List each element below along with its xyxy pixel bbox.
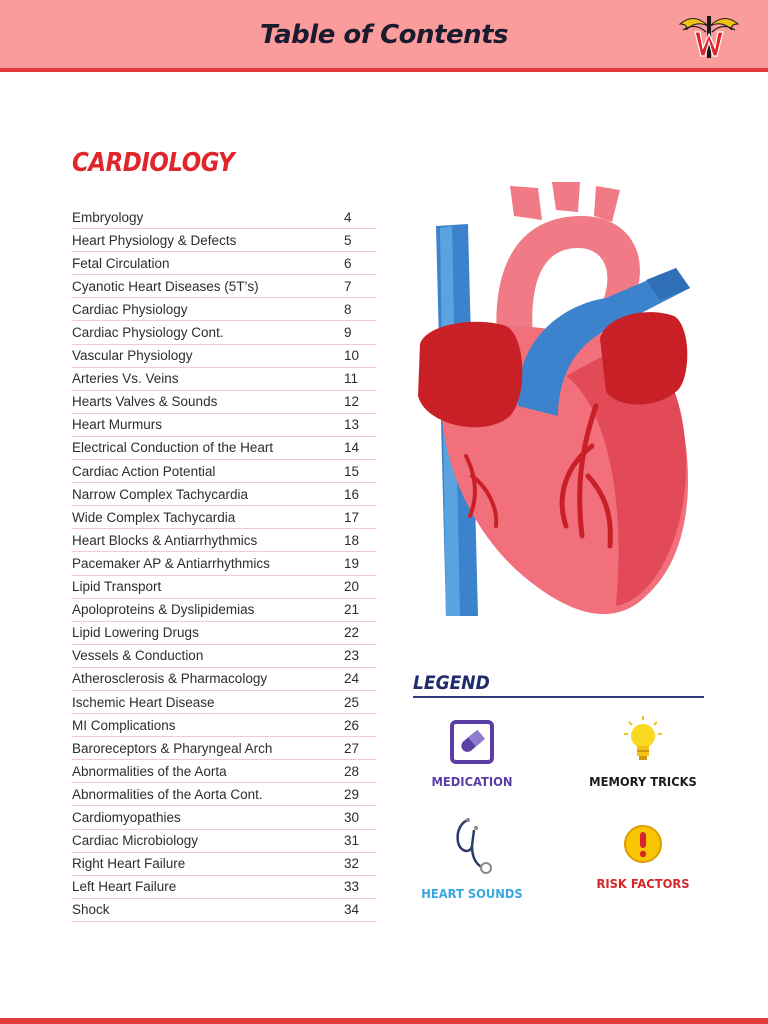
toc-page-number: 12: [344, 394, 360, 410]
toc-page-number: 21: [344, 602, 360, 618]
toc-page-number: 9: [344, 325, 352, 341]
toc-page-number: 4: [344, 209, 352, 225]
toc-row[interactable]: [72, 529, 376, 552]
toc-page-number: 20: [344, 579, 360, 595]
page-header: [0, 0, 768, 72]
legend-label: HEART SOUNDS: [421, 886, 523, 901]
toc-entry-title: Ischemic Heart Disease: [72, 694, 215, 710]
toc-row[interactable]: [72, 691, 376, 714]
legend-medication: [407, 720, 537, 789]
toc-entry-title: Heart Murmurs: [72, 417, 163, 433]
toc-entry-title: Electrical Conduction of the Heart: [72, 440, 274, 456]
toc-row[interactable]: [72, 252, 376, 275]
toc-entry-title: Vessels & Conduction: [72, 648, 204, 664]
toc-entry-title: Narrow Complex Tachycardia: [72, 486, 249, 502]
toc-entry-title: Left Heart Failure: [72, 879, 177, 895]
toc-page-number: 25: [344, 694, 360, 710]
legend-memory-tricks: [578, 714, 708, 789]
toc-page-number: 11: [344, 371, 359, 387]
toc-page-number: 22: [344, 625, 360, 641]
toc-entry-title: Wide Complex Tachycardia: [72, 509, 236, 525]
toc-entry-title: Vascular Physiology: [72, 348, 193, 364]
toc-entry-title: Cyanotic Heart Diseases (5T’s): [72, 278, 259, 294]
toc-row[interactable]: [72, 229, 376, 252]
toc-page-number: 14: [344, 440, 360, 456]
warning-icon: [623, 822, 663, 866]
toc-page-number: 13: [344, 417, 360, 433]
toc-entry-title: Hearts Valves & Sounds: [72, 394, 218, 410]
legend-heart-sounds: [407, 816, 537, 901]
toc-row[interactable]: [72, 506, 376, 529]
toc-page-number: 32: [344, 856, 360, 872]
toc-row[interactable]: [72, 275, 376, 298]
toc-page-number: 33: [344, 879, 360, 895]
legend-label: MEDICATION: [431, 774, 513, 789]
toc-row[interactable]: [72, 576, 376, 599]
legend-title: LEGEND: [413, 672, 490, 694]
toc-entry-title: Pacemaker AP & Antiarrhythmics: [72, 555, 270, 571]
toc-page-number: 23: [344, 648, 360, 664]
toc-row[interactable]: [72, 668, 376, 691]
toc-row[interactable]: [72, 899, 376, 922]
toc-page-number: 26: [344, 717, 360, 733]
toc-row[interactable]: [72, 714, 376, 737]
toc-row[interactable]: [72, 345, 376, 368]
toc-row[interactable]: [72, 391, 376, 414]
heart-illustration: [406, 176, 696, 628]
toc-entry-title: Abnormalities of the Aorta Cont.: [72, 786, 263, 802]
toc-row[interactable]: [72, 737, 376, 760]
toc-page-number: 8: [344, 301, 352, 317]
legend-label: RISK FACTORS: [596, 876, 690, 891]
toc-page-number: 29: [344, 786, 360, 802]
toc-page-number: 27: [344, 740, 360, 756]
toc-page-number: 15: [344, 463, 360, 479]
footer-bar: [0, 1018, 768, 1024]
toc-entry-title: Cardiac Physiology: [72, 301, 188, 317]
toc-entry-title: Embryology: [72, 209, 144, 225]
toc-entry-title: Cardiomyopathies: [72, 809, 181, 825]
page-title: Table of Contents: [259, 20, 509, 50]
toc-entry-title: Lipid Transport: [72, 579, 162, 595]
winged-m-logo: [678, 10, 740, 62]
table-of-contents: [72, 206, 376, 922]
legend-risk-factors: [578, 822, 708, 891]
toc-page-number: 18: [344, 532, 360, 548]
toc-row[interactable]: [72, 483, 376, 506]
toc-page-number: 7: [344, 278, 352, 294]
toc-entry-title: Cardiac Action Potential: [72, 463, 216, 479]
toc-page-number: 10: [344, 348, 360, 364]
toc-page-number: 19: [344, 555, 360, 571]
toc-row[interactable]: [72, 298, 376, 321]
toc-row[interactable]: [72, 414, 376, 437]
lightbulb-icon: [621, 714, 665, 764]
toc-entry-title: Baroreceptors & Pharyngeal Arch: [72, 740, 273, 756]
toc-row[interactable]: [72, 437, 376, 460]
toc-row[interactable]: [72, 599, 376, 622]
toc-row[interactable]: [72, 783, 376, 806]
toc-row[interactable]: [72, 460, 376, 483]
section-title: CARDIOLOGY: [72, 148, 235, 178]
toc-entry-title: Shock: [72, 902, 110, 918]
toc-page-number: 17: [344, 509, 360, 525]
toc-row[interactable]: [72, 830, 376, 853]
toc-row[interactable]: [72, 622, 376, 645]
toc-page-number: 34: [344, 902, 360, 918]
toc-row[interactable]: [72, 368, 376, 391]
toc-entry-title: Heart Physiology & Defects: [72, 232, 237, 248]
legend-divider: [413, 696, 704, 698]
toc-row[interactable]: [72, 853, 376, 876]
toc-page-number: 31: [344, 833, 360, 849]
toc-entry-title: Cardiac Microbiology: [72, 833, 199, 849]
toc-row[interactable]: [72, 552, 376, 575]
toc-entry-title: Apoloproteins & Dyslipidemias: [72, 602, 255, 618]
toc-page-number: 16: [344, 486, 360, 502]
toc-entry-title: Atherosclerosis & Pharmacology: [72, 671, 268, 687]
toc-row[interactable]: [72, 876, 376, 899]
toc-entry-title: Cardiac Physiology Cont.: [72, 325, 224, 341]
toc-page-number: 6: [344, 255, 352, 271]
legend-label: MEMORY TRICKS: [589, 774, 697, 789]
toc-entry-title: Fetal Circulation: [72, 255, 170, 271]
stethoscope-icon: [450, 816, 494, 876]
toc-page-number: 5: [344, 232, 352, 248]
toc-entry-title: MI Complications: [72, 717, 176, 733]
toc-row[interactable]: [72, 645, 376, 668]
toc-page-number: 30: [344, 809, 360, 825]
pill-icon: [450, 720, 494, 764]
toc-entry-title: Heart Blocks & Antiarrhythmics: [72, 532, 258, 548]
toc-row[interactable]: [72, 321, 376, 344]
toc-row[interactable]: [72, 806, 376, 829]
toc-entry-title: Arteries Vs. Veins: [72, 371, 179, 387]
toc-entry-title: Abnormalities of the Aorta: [72, 763, 227, 779]
toc-page-number: 24: [344, 671, 360, 687]
toc-entry-title: Right Heart Failure: [72, 856, 186, 872]
toc-page-number: 28: [344, 763, 360, 779]
toc-entry-title: Lipid Lowering Drugs: [72, 625, 199, 641]
toc-row[interactable]: [72, 760, 376, 783]
toc-row[interactable]: [72, 206, 376, 229]
